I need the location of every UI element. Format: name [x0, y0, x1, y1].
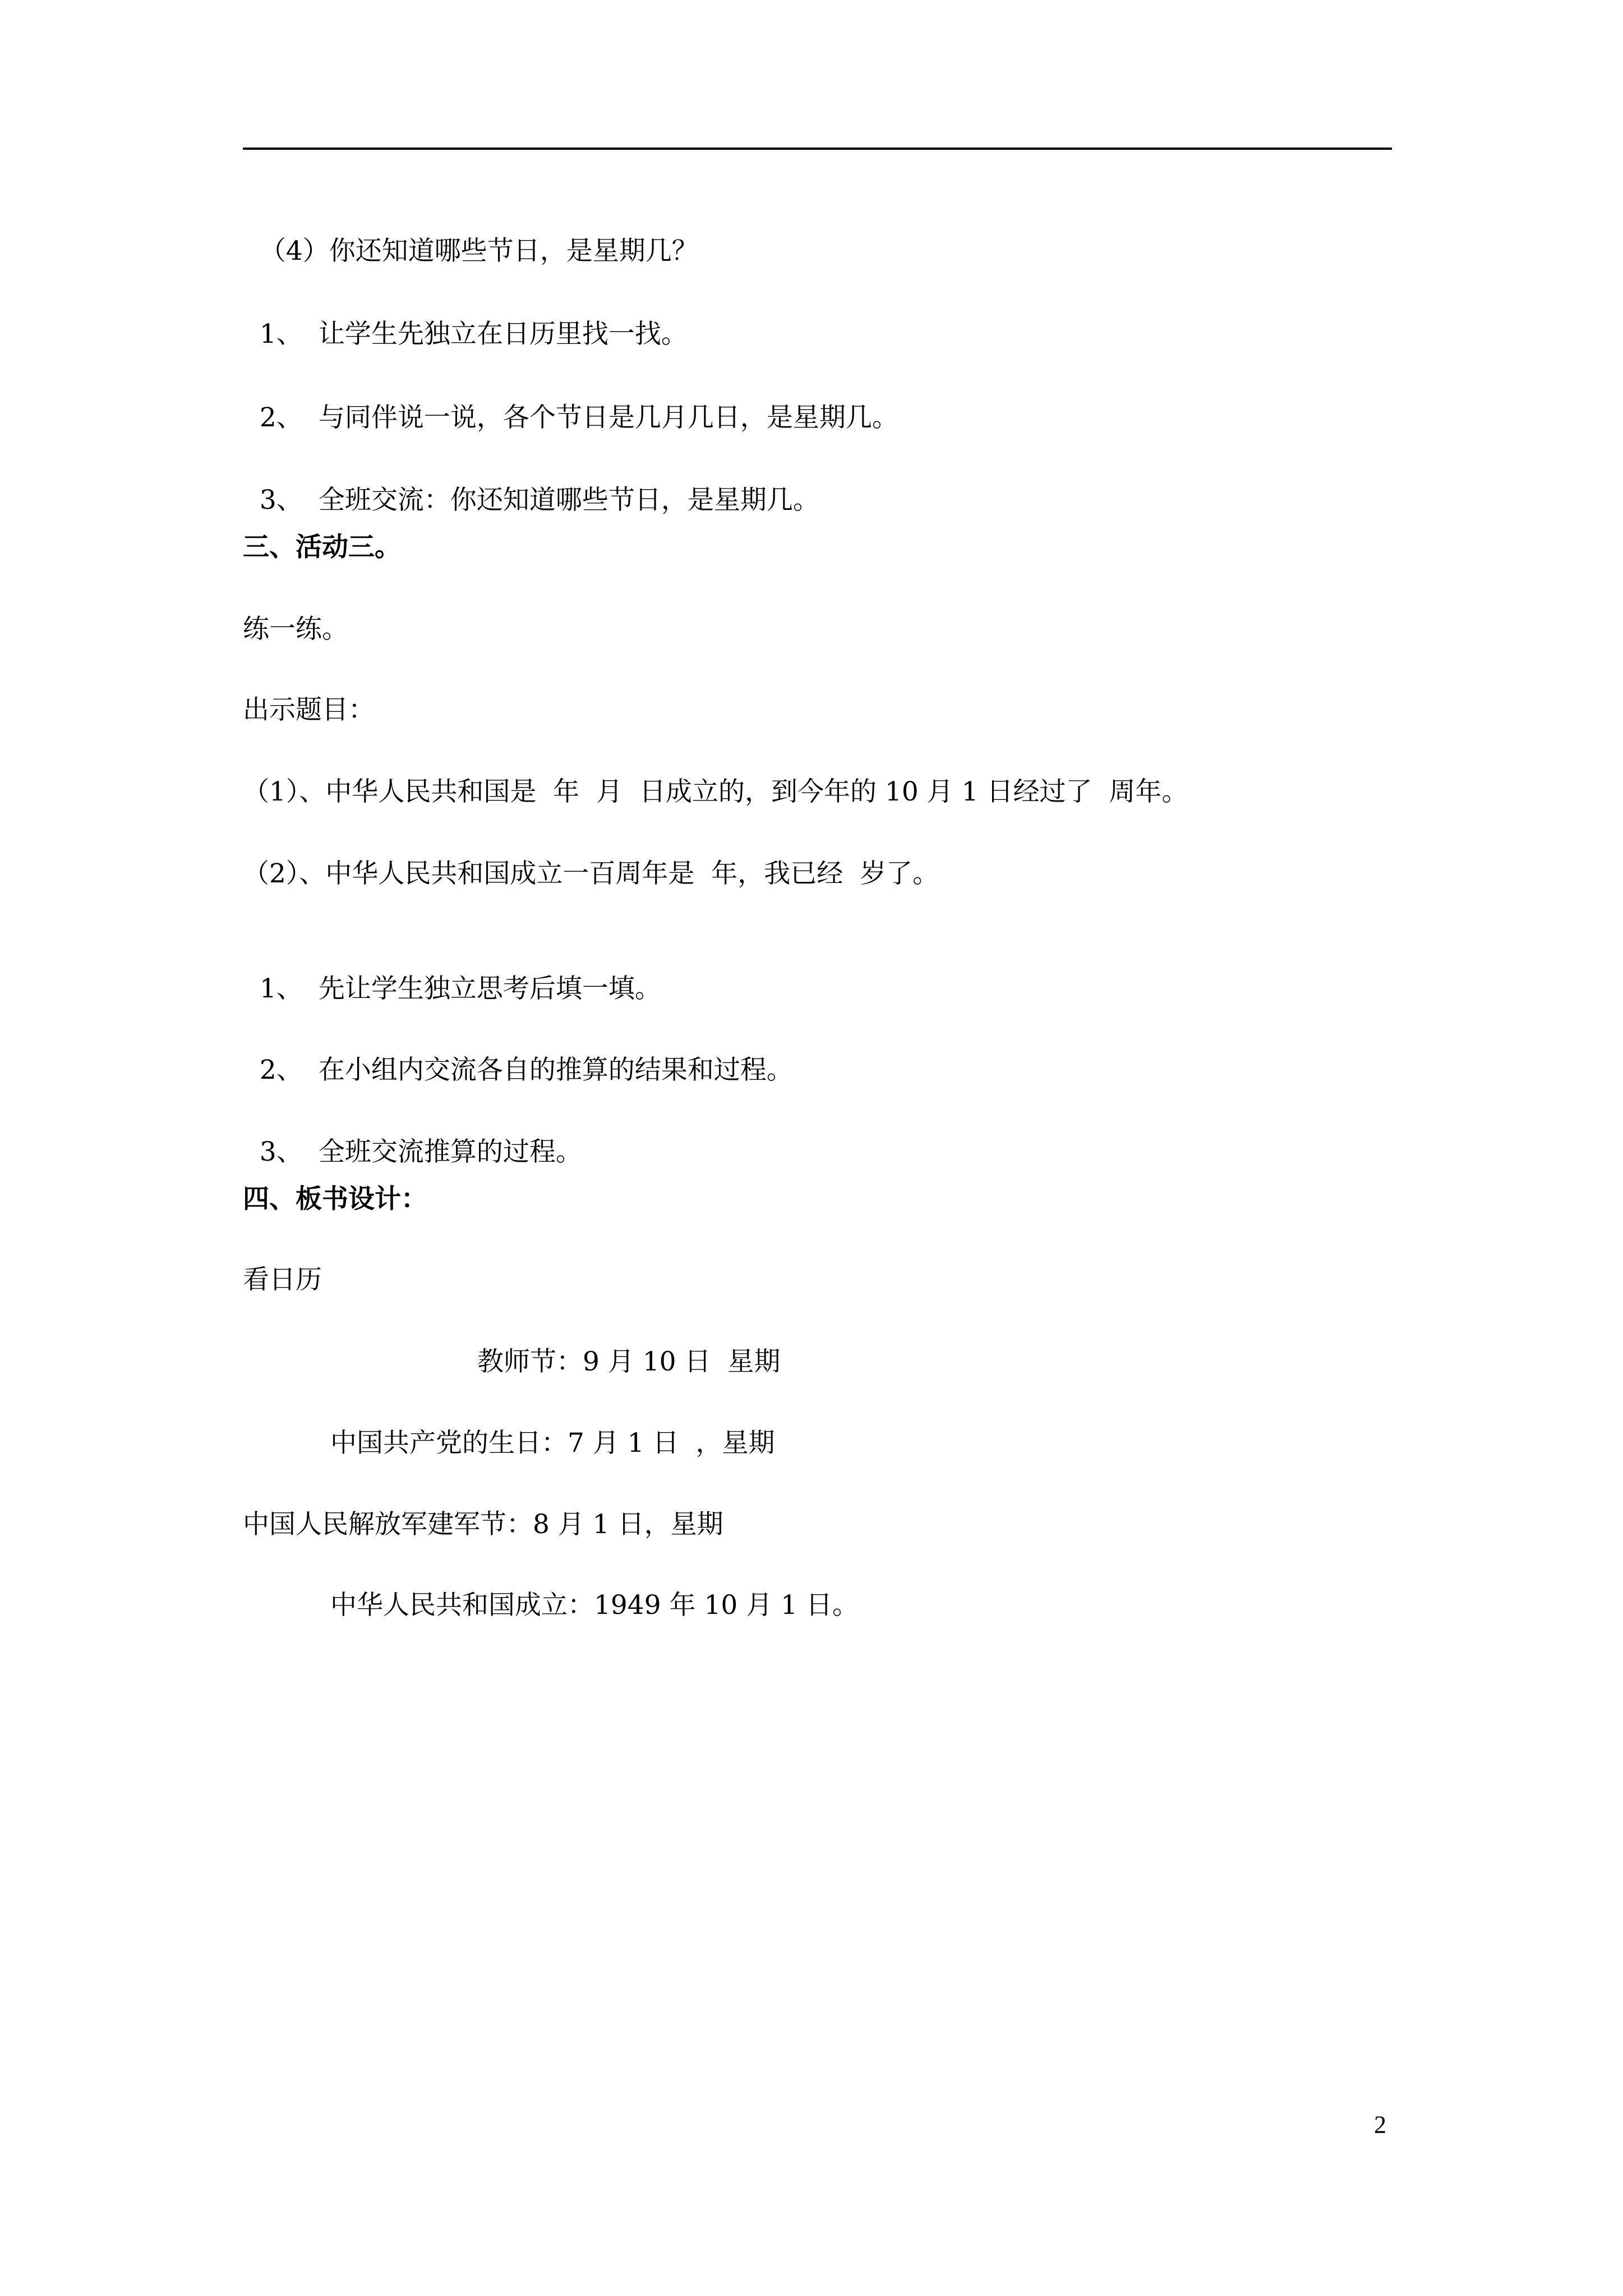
step-2-discuss: 2、 与同伴说一说，各个节日是几月几日，是星期几。	[243, 367, 898, 435]
step-1-think: 1、 先让学生独立思考后填一填。	[243, 938, 661, 1006]
question-4: （4）你还知道哪些节日，是星期几？	[259, 236, 698, 266]
list-number: 1、	[259, 319, 303, 349]
list-number: 2、	[259, 1055, 303, 1085]
section-heading-activity-3: 三、活动三。	[243, 532, 401, 563]
board-title: 看日历	[243, 1264, 322, 1295]
list-number: 1、	[259, 973, 303, 1004]
board-party-birthday: 中国共产党的生日：7 月 1 日 ，星期	[330, 1428, 775, 1458]
page-number: 2	[1374, 2111, 1386, 2138]
list-number: 2、	[259, 402, 303, 433]
question-2-fill-in: （2）、中华人民共和国成立一百周年是 年，我已经 岁了。	[243, 858, 939, 889]
section-heading-board-design: 四、板书设计：	[243, 1184, 427, 1214]
board-teachers-day: 教师节：9 月 10 日 星期	[477, 1346, 781, 1377]
step-3-class-share: 3、 全班交流推算的过程。	[243, 1102, 582, 1169]
show-questions-label: 出示题目：	[243, 694, 375, 725]
list-number: 3、	[259, 1137, 303, 1167]
step-2-group-share: 2、 在小组内交流各自的推算的结果和过程。	[243, 1020, 793, 1087]
question-1-fill-in: （1）、中华人民共和国是 年 月 日成立的，到今年的 10 月 1 日经过了 周年。	[243, 776, 1188, 807]
board-founding-day: 中华人民共和国成立：1949 年 10 月 1 日。	[330, 1590, 859, 1621]
header-rule	[243, 148, 1392, 150]
list-number: 3、	[259, 485, 303, 516]
step-1-find-calendar: 1、 让学生先独立在日历里找一找。	[243, 284, 688, 351]
step-3-class-share: 3、 全班交流：你还知道哪些节日，是星期几。	[243, 450, 819, 517]
board-army-day: 中国人民解放军建军节：8 月 1 日，星期	[243, 1509, 723, 1540]
practice-label: 练一练。	[243, 614, 348, 645]
